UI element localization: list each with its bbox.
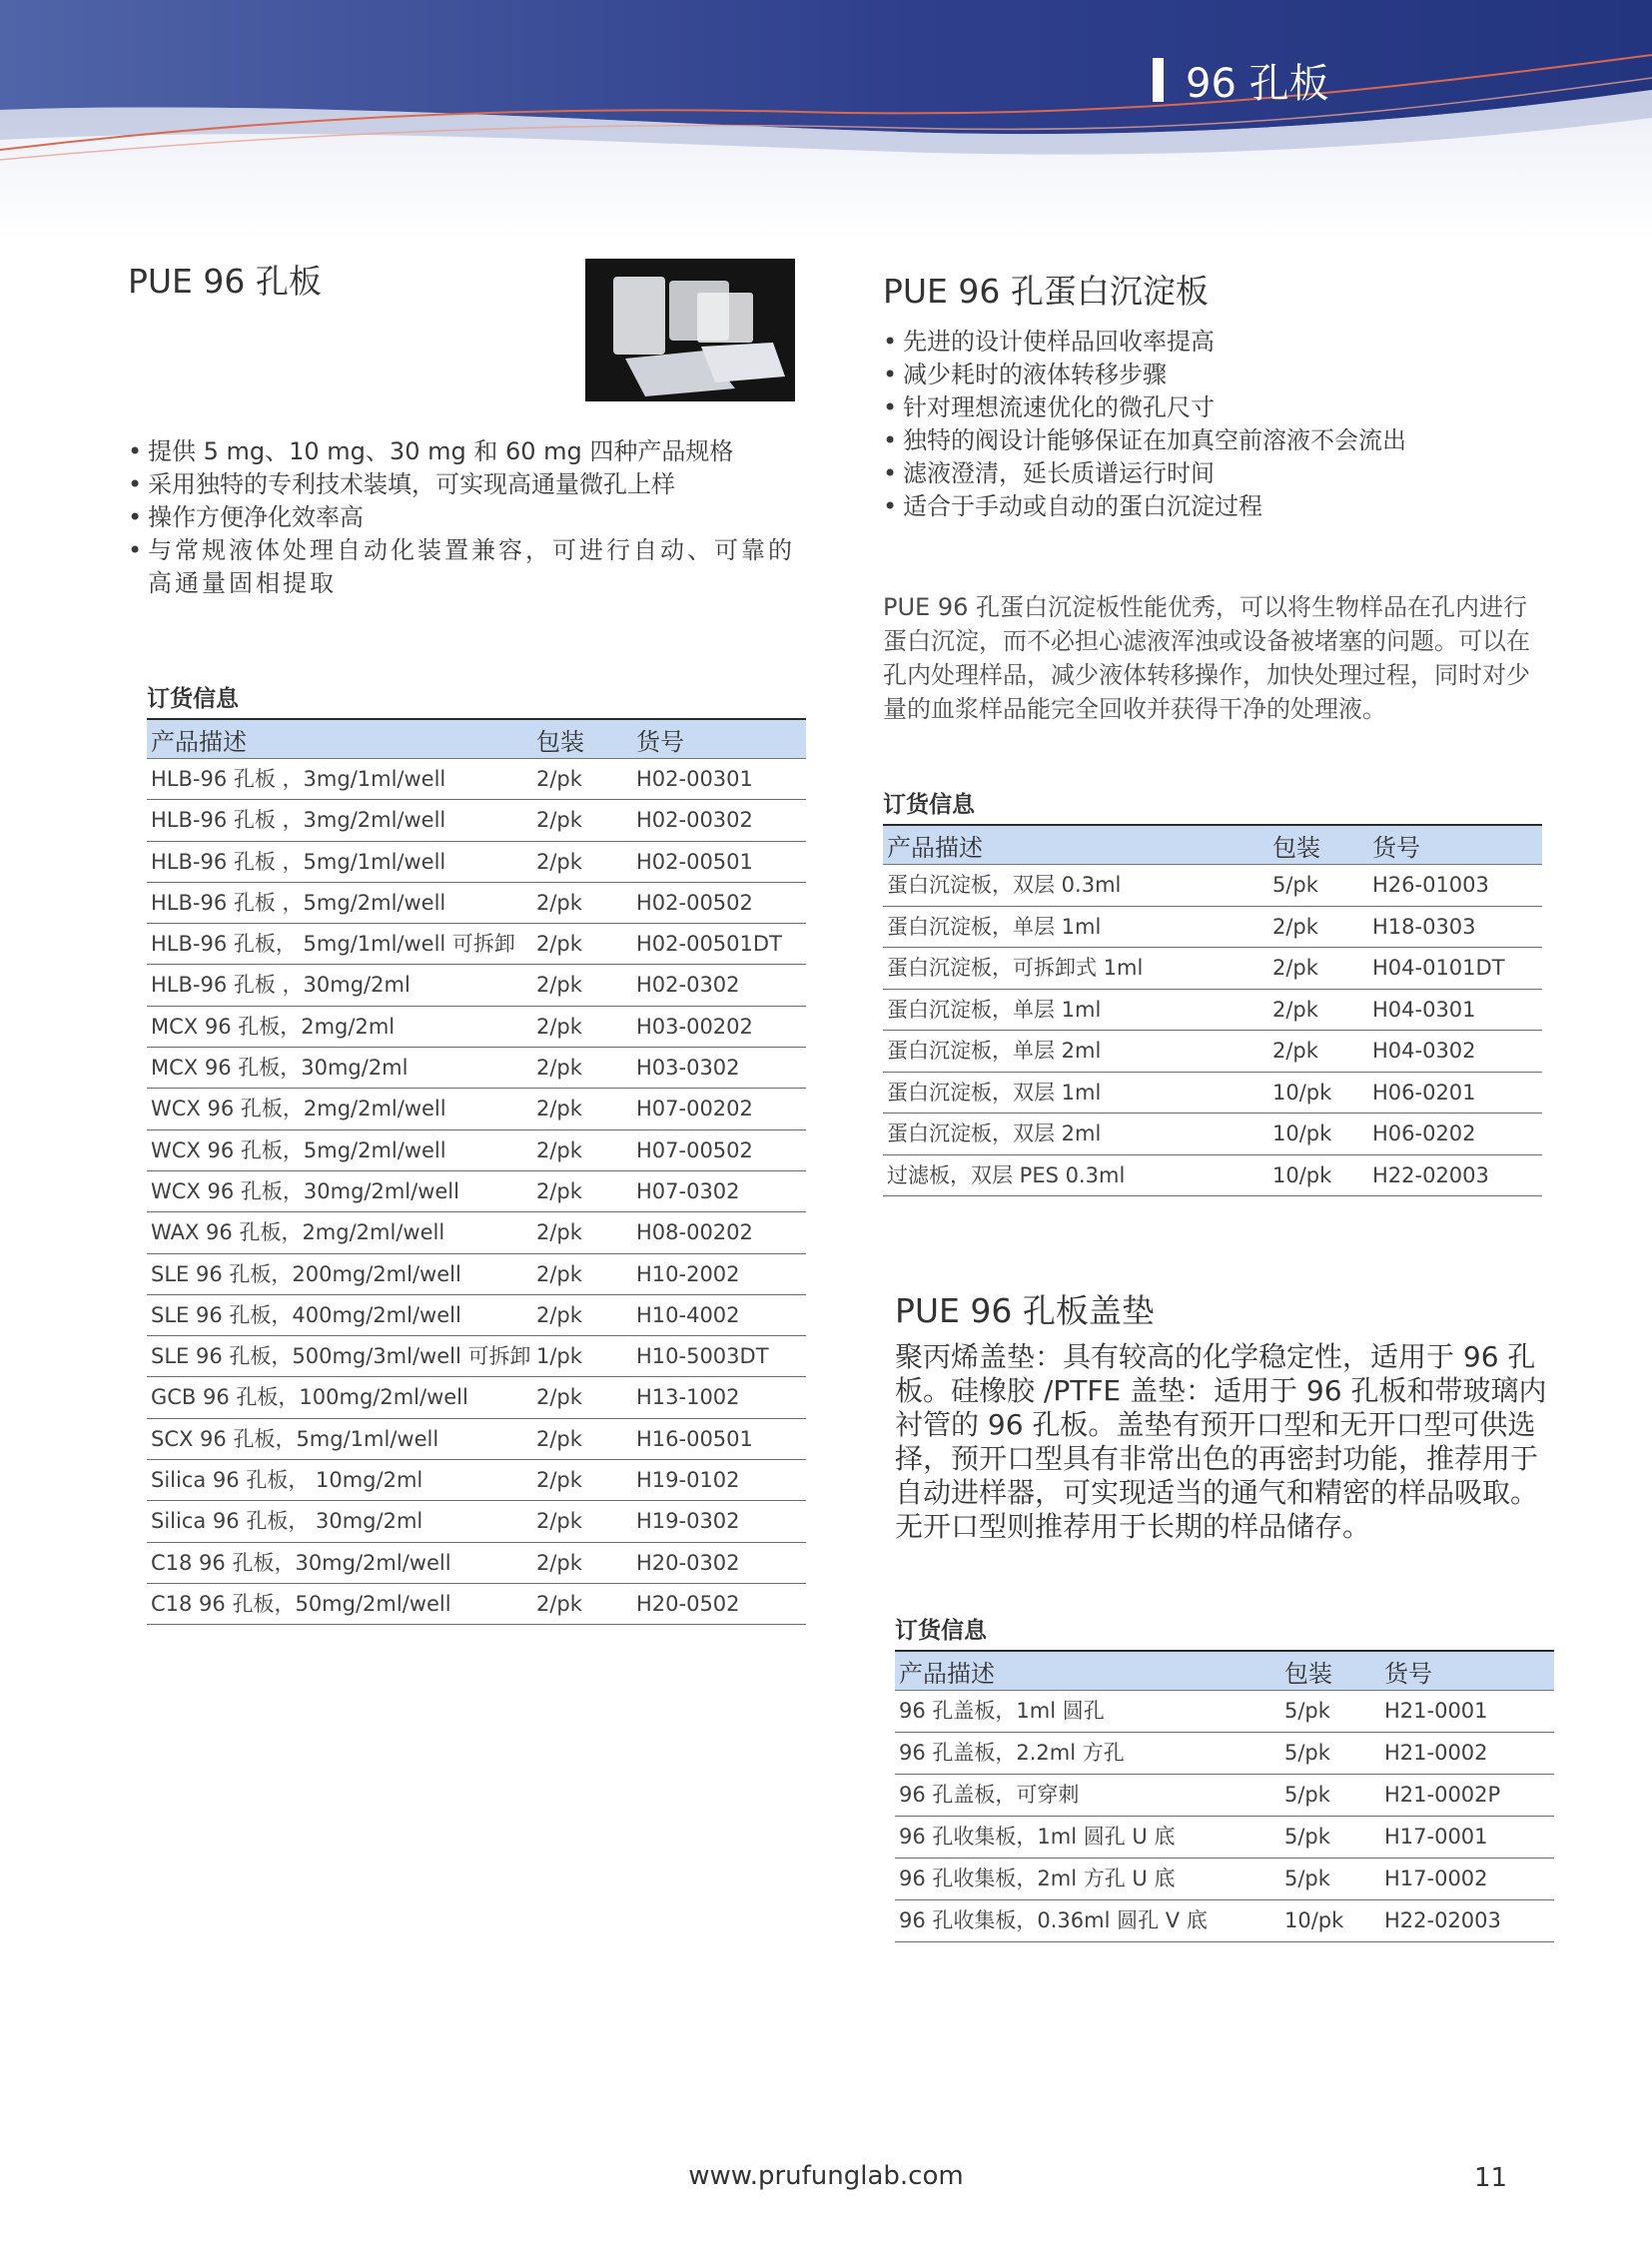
table-row (147, 1583, 806, 1624)
cell-part-number: H17-0002 (1380, 1859, 1554, 1900)
header-title-bar (1153, 58, 1164, 102)
table-row (883, 1031, 1542, 1073)
table-row (147, 1089, 806, 1129)
left-order-table (147, 718, 806, 1625)
cell-description: Silica 96 孔板， 10mg/2ml (147, 1460, 532, 1501)
cell-part-number: H21-0002 (1380, 1733, 1554, 1775)
cell-description: 蛋白沉淀板，单层 2ml (883, 1031, 1268, 1073)
cell-package: 2/pk (532, 800, 632, 841)
cell-part-number: H02-00501DT (632, 924, 806, 965)
cell-part-number: H04-0101DT (1368, 948, 1542, 990)
list-item: • 操作方便净化效率高 (128, 501, 797, 534)
right-top-table-body (883, 865, 1542, 1196)
cell-part-number: H03-00202 (632, 1006, 806, 1047)
table-row (895, 1691, 1554, 1733)
cell-package: 2/pk (532, 924, 632, 965)
cell-part-number: H16-00501 (632, 1418, 806, 1459)
table-row (883, 906, 1542, 948)
cell-part-number: H20-0302 (632, 1542, 806, 1583)
right-top-section-title: PUE 96 孔蛋白沉淀板 (883, 272, 1209, 311)
cell-description: 蛋白沉淀板，单层 1ml (883, 906, 1268, 948)
right-bottom-table-body (895, 1691, 1554, 1942)
cell-description: 96 孔收集板，2ml 方孔 U 底 (895, 1859, 1280, 1900)
cell-package: 2/pk (532, 1542, 632, 1583)
cell-package: 2/pk (532, 1377, 632, 1418)
table-row (895, 1817, 1554, 1859)
left-order-label: 订货信息 (147, 686, 239, 712)
cell-part-number: H10-4002 (632, 1294, 806, 1335)
table-row (147, 882, 806, 923)
cell-part-number: H10-2002 (632, 1253, 806, 1294)
cell-part-number: H26-01003 (1368, 865, 1542, 907)
header-banner (0, 0, 1652, 240)
list-item: • 先进的设计使样品回收率提高 (883, 326, 1482, 359)
cell-package: 5/pk (1280, 1775, 1380, 1817)
table-row (147, 965, 806, 1006)
cell-description: 96 孔收集板，0.36ml 圆孔 V 底 (895, 1900, 1280, 1942)
left-table-body (147, 759, 806, 1625)
cell-part-number: H22-02003 (1380, 1900, 1554, 1942)
cell-description: 蛋白沉淀板，单层 1ml (883, 989, 1268, 1031)
cell-package: 2/pk (532, 1089, 632, 1129)
column-header-description: 产品描述 (895, 1651, 1280, 1691)
cell-package: 2/pk (532, 1170, 632, 1211)
cell-description: HLB-96 孔板， 5mg/1ml/well 可拆卸 (147, 924, 532, 965)
list-item: • 滤液澄清，延长质谱运行时间 (883, 457, 1482, 490)
table-row (883, 1072, 1542, 1114)
right-top-order-table (883, 824, 1542, 1196)
cell-package: 5/pk (1280, 1691, 1380, 1733)
table-row (895, 1775, 1554, 1817)
cell-package: 2/pk (532, 965, 632, 1006)
right-bottom-order-label: 订货信息 (895, 1618, 987, 1644)
cell-part-number: H21-0002P (1380, 1775, 1554, 1817)
cell-part-number: H04-0301 (1368, 989, 1542, 1031)
cell-description: 蛋白沉淀板，双层 0.3ml (883, 865, 1268, 907)
table-row (147, 841, 806, 882)
left-bullet-list (128, 435, 797, 600)
column-header-package: 包装 (532, 719, 632, 759)
cell-package: 5/pk (1268, 865, 1368, 907)
left-section-title: PUE 96 孔板 (128, 262, 322, 301)
cell-description: SLE 96 孔板，500mg/3ml/well 可拆卸 (147, 1336, 532, 1377)
list-item: • 针对理想流速优化的微孔尺寸 (883, 391, 1482, 424)
cell-part-number: H02-00502 (632, 882, 806, 923)
table-row (895, 1859, 1554, 1900)
list-item: • 独特的阀设计能够保证在加真空前溶液不会流出 (883, 424, 1482, 457)
column-header-package: 包装 (1280, 1651, 1380, 1691)
cell-part-number: H02-00501 (632, 841, 806, 882)
cell-package: 2/pk (532, 1460, 632, 1501)
cell-part-number: H02-0302 (632, 965, 806, 1006)
column-header-part-number: 货号 (632, 719, 806, 759)
list-item: • 减少耗时的液体转移步骤 (883, 359, 1482, 391)
cell-description: HLB-96 孔板 ，30mg/2ml (147, 965, 532, 1006)
cell-package: 5/pk (1280, 1859, 1380, 1900)
right-bottom-section-title: PUE 96 孔板盖垫 (895, 1291, 1155, 1330)
product-photo (585, 259, 795, 401)
cell-part-number: H07-00202 (632, 1089, 806, 1129)
table-row (895, 1900, 1554, 1942)
cell-part-number: H18-0303 (1368, 906, 1542, 948)
cell-package: 2/pk (532, 759, 632, 800)
cell-package: 2/pk (532, 1048, 632, 1089)
table-row (147, 1129, 806, 1170)
cell-package: 2/pk (532, 1006, 632, 1047)
cell-package: 5/pk (1280, 1733, 1380, 1775)
cell-description: 蛋白沉淀板，双层 2ml (883, 1114, 1268, 1155)
cell-part-number: H03-0302 (632, 1048, 806, 1089)
table-row (883, 1154, 1542, 1196)
column-header-description: 产品描述 (883, 825, 1268, 865)
cell-part-number: H20-0502 (632, 1583, 806, 1624)
cell-part-number: H07-00502 (632, 1129, 806, 1170)
cell-description: GCB 96 孔板，100mg/2ml/well (147, 1377, 532, 1418)
cell-package: 1/pk (532, 1336, 632, 1377)
cell-package: 2/pk (1268, 906, 1368, 948)
table-row (147, 924, 806, 965)
table-row (147, 1418, 806, 1459)
cell-part-number: H02-00302 (632, 800, 806, 841)
cell-part-number: H10-5003DT (632, 1336, 806, 1377)
cell-package: 2/pk (532, 1212, 632, 1253)
table-header-row (895, 1651, 1554, 1691)
table-row (147, 1460, 806, 1501)
cell-part-number: H07-0302 (632, 1170, 806, 1211)
cell-part-number: H22-02003 (1368, 1154, 1542, 1196)
cell-description: 96 孔盖板，2.2ml 方孔 (895, 1733, 1280, 1775)
cell-package: 10/pk (1268, 1114, 1368, 1155)
column-header-package: 包装 (1268, 825, 1368, 865)
table-row (147, 1253, 806, 1294)
table-row (147, 759, 806, 800)
cell-part-number: H02-00301 (632, 759, 806, 800)
cell-part-number: H19-0302 (632, 1501, 806, 1542)
cell-part-number: H08-00202 (632, 1212, 806, 1253)
cell-package: 5/pk (1280, 1817, 1380, 1859)
table-header-row (883, 825, 1542, 865)
cell-description: MCX 96 孔板，30mg/2ml (147, 1048, 532, 1089)
cell-package: 10/pk (1268, 1154, 1368, 1196)
table-row (147, 1501, 806, 1542)
table-row (147, 1170, 806, 1211)
footer-url: www.prufunglab.com (688, 2161, 964, 2191)
cell-part-number: H21-0001 (1380, 1691, 1554, 1733)
table-row (883, 948, 1542, 990)
cell-part-number: H04-0302 (1368, 1031, 1542, 1073)
cell-part-number: H19-0102 (632, 1460, 806, 1501)
right-top-paragraph: PUE 96 孔蛋白沉淀板性能优秀，可以将生物样品在孔内进行蛋白沉淀，而不必担心滤液浑浊或设备被堵塞的问题。可以在孔内处理样品，减少液体转移操作，加快处理过程，同时对少量的血浆样品能完全回收并获得干净的处理液。 (883, 593, 1530, 723)
cell-description: HLB-96 孔板 ，3mg/2ml/well (147, 800, 532, 841)
cell-description: Silica 96 孔板， 30mg/2ml (147, 1501, 532, 1542)
table-row (147, 1006, 806, 1047)
table-row (895, 1733, 1554, 1775)
cell-description: MCX 96 孔板，2mg/2ml (147, 1006, 532, 1047)
cell-package: 10/pk (1268, 1072, 1368, 1114)
table-row (147, 1542, 806, 1583)
table-header-row (147, 719, 806, 759)
list-item: • 与常规液体处理自动化装置兼容，可进行自动、可靠的高通量固相提取 (128, 534, 797, 600)
cell-description: 96 孔盖板，可穿刺 (895, 1775, 1280, 1817)
cell-part-number: H17-0001 (1380, 1817, 1554, 1859)
cell-package: 2/pk (532, 882, 632, 923)
right-top-order-label: 订货信息 (883, 792, 975, 818)
cell-package: 2/pk (532, 1418, 632, 1459)
list-item: • 采用独特的专利技术装填，可实现高通量微孔上样 (128, 468, 797, 501)
list-item: • 提供 5 mg、10 mg、30 mg 和 60 mg 四种产品规格 (128, 435, 797, 468)
cell-package: 2/pk (1268, 989, 1368, 1031)
cell-package: 2/pk (1268, 948, 1368, 990)
cell-description: 蛋白沉淀板，双层 1ml (883, 1072, 1268, 1114)
table-row (147, 800, 806, 841)
cell-description: SLE 96 孔板，400mg/2ml/well (147, 1294, 532, 1335)
cell-description: WCX 96 孔板，30mg/2ml/well (147, 1170, 532, 1211)
cell-package: 2/pk (532, 1129, 632, 1170)
cell-description: HLB-96 孔板 ，3mg/1ml/well (147, 759, 532, 800)
cell-part-number: H06-0201 (1368, 1072, 1542, 1114)
cell-part-number: H06-0202 (1368, 1114, 1542, 1155)
cell-package: 2/pk (532, 1501, 632, 1542)
list-item: • 适合于手动或自动的蛋白沉淀过程 (883, 490, 1482, 523)
right-top-bullet-list (883, 326, 1482, 523)
cell-description: 过滤板，双层 PES 0.3ml (883, 1154, 1268, 1196)
cell-description: HLB-96 孔板 ，5mg/1ml/well (147, 841, 532, 882)
cell-description: C18 96 孔板，30mg/2ml/well (147, 1542, 532, 1583)
column-header-part-number: 货号 (1380, 1651, 1554, 1691)
cell-description: 蛋白沉淀板，可拆卸式 1ml (883, 948, 1268, 990)
table-row (147, 1212, 806, 1253)
cell-description: SLE 96 孔板，200mg/2ml/well (147, 1253, 532, 1294)
cell-description: SCX 96 孔板，5mg/1ml/well (147, 1418, 532, 1459)
cell-package: 10/pk (1280, 1900, 1380, 1942)
cell-package: 2/pk (532, 1583, 632, 1624)
cell-package: 2/pk (532, 841, 632, 882)
right-bottom-paragraph: 聚丙烯盖垫：具有较高的化学稳定性，适用于 96 孔板。硅橡胶 /PTFE 盖垫：适用于 96 孔板和带玻璃内衬管的 96 孔板。盖垫有预开口型和无开口型可供选择，预开口型具有非常出色的再密封功能，推荐用于自动进样器，可实现适当的通气和精密的样品吸取。无开口型则推荐用于长期的样品储存。 (895, 1340, 1547, 1543)
right-bottom-order-table (895, 1650, 1554, 1942)
table-row (147, 1048, 806, 1089)
column-header-description: 产品描述 (147, 719, 532, 759)
cell-description: HLB-96 孔板 ，5mg/2ml/well (147, 882, 532, 923)
table-row (883, 989, 1542, 1031)
cell-part-number: H13-1002 (632, 1377, 806, 1418)
cell-description: 96 孔收集板，1ml 圆孔 U 底 (895, 1817, 1280, 1859)
cell-description: WAX 96 孔板，2mg/2ml/well (147, 1212, 532, 1253)
cell-package: 2/pk (532, 1294, 632, 1335)
header-title-text: 96 孔板 (1186, 60, 1329, 107)
cell-description: WCX 96 孔板，2mg/2ml/well (147, 1089, 532, 1129)
table-row (147, 1336, 806, 1377)
table-row (147, 1377, 806, 1418)
table-row (147, 1294, 806, 1335)
column-header-part-number: 货号 (1368, 825, 1542, 865)
cell-description: 96 孔盖板，1ml 圆孔 (895, 1691, 1280, 1733)
cell-package: 2/pk (532, 1253, 632, 1294)
cell-description: C18 96 孔板，50mg/2ml/well (147, 1583, 532, 1624)
table-row (883, 865, 1542, 907)
table-row (883, 1114, 1542, 1155)
header-title (1153, 52, 1329, 108)
page-number: 11 (1474, 2163, 1508, 2193)
cell-package: 2/pk (1268, 1031, 1368, 1073)
cell-description: WCX 96 孔板，5mg/2ml/well (147, 1129, 532, 1170)
